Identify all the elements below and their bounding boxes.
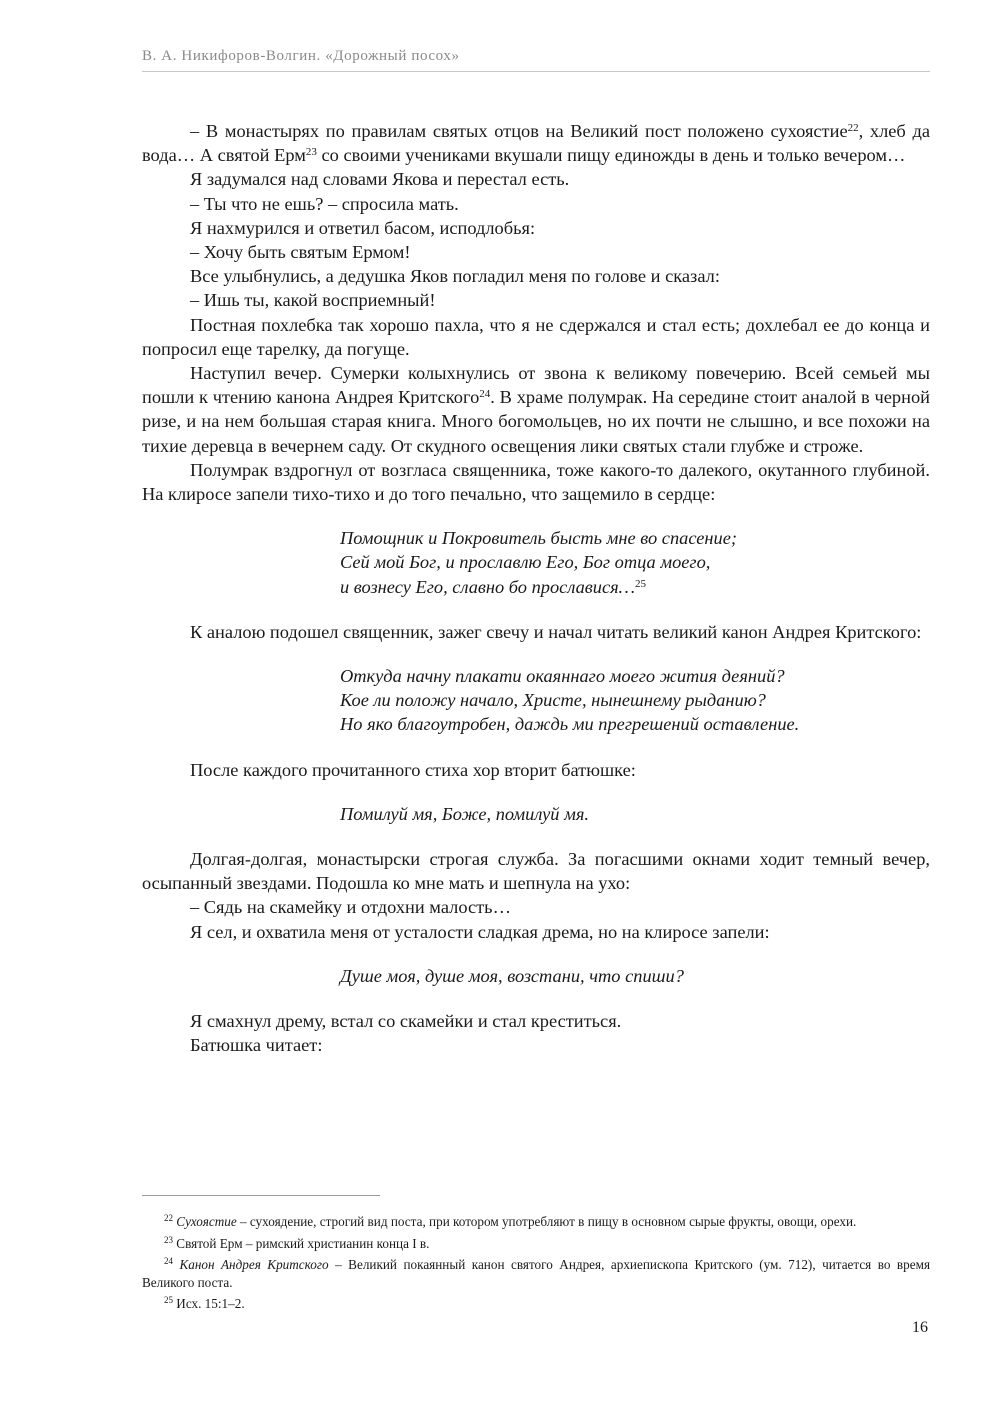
verse-line: Душе моя, душе моя, возстани, что спиши? [340,965,684,986]
paragraph: Я нахмурился и ответил басом, исподлобья: [190,217,536,238]
paragraph: Я сел, и охватила меня от усталости сладкая дрема, но на клиросе запели: [190,921,770,942]
text: Наступил вечер. Сумерки колыхнулись от звона к великому повечерию. Всей семьей мы пошли к чтению канона Андрея Критского [142,363,930,408]
paragraph: Все улыбнулись, а дедушка Яков погладил меня по голове и сказал: [190,266,720,287]
verse-line: Но яко благоутробен, даждь ми прегрешений оставление. [340,714,800,735]
paragraph: Батюшка читает: [190,1035,323,1056]
footnote-ref[interactable]: 22 [847,122,859,134]
footnote [142,1256,930,1291]
footnote-text: Исх. 15:1–2. [176,1296,245,1311]
verse-line: Сей мой Бог, и прославлю Его, Бог отца моего, [340,552,711,573]
footnote-separator [142,1195,380,1196]
footnote-number: 24 [164,1256,173,1266]
paragraph: К аналою подошел священник, зажег свечу и начал читать великий канон Андрея Критского: [190,621,922,642]
footnote-term: Сухоястие [176,1214,237,1229]
footnote [142,1235,930,1253]
text: и вознесу Его, славно бо прославися… [340,576,636,597]
running-head: В. А. Никифоров-Волгин. «Дорожный посох» [142,48,460,64]
footnote-number: 25 [164,1295,173,1305]
verse-line: Помилуй мя, Боже, помилуй мя. [340,803,589,824]
verse-line: Помощник и Покровитель бысть мне во спасение; [340,528,738,549]
paragraph: После каждого прочитанного стиха хор вторит батюшке: [190,759,636,780]
footnote-text: – Великий покаянный канон святого Андрея, архиепископа Критского (ум. 712), читается во время Великого поста. [142,1257,931,1290]
paragraph: – Ты что не ешь? – спросила мать. [190,193,459,214]
footnotes [142,1213,930,1317]
paragraph: Я смахнул дрему, встал со скамейки и стал креститься. [190,1011,622,1032]
paragraph [142,361,930,458]
footnote-number: 23 [164,1234,173,1245]
header-rule [142,71,930,72]
paragraph: – Хочу быть святым Ермом! [190,242,411,263]
verse-block [340,964,930,988]
verse-line: Кое ли положу начало, Христе, нынешнему рыданию? [340,690,766,711]
footnote-text: – сухоядение, строгий вид поста, при котором употребляют в пищу в основном сырые фрукты, овощи, орехи. [236,1214,857,1229]
footnote [142,1213,930,1231]
text: , хлеб да вода… А святой Ерм [142,121,930,166]
paragraph: – Сядь на скамейку и отдохни малость… [190,897,511,918]
footnote-number: 22 [164,1213,173,1223]
footnote-ref[interactable]: 23 [305,146,317,159]
text: со своими учениками вкушали пищу единожды в день и только вечером… [316,145,906,166]
paragraph: Полумрак вздрогнул от возгласа священника, тоже какого-то далекого, окутанного глубиной. На клиросе запели тихо-тихо и до того печально, что защемило в сердце: [142,459,930,505]
footnote-term: Канон Андрея Критского [179,1257,329,1272]
footnote-ref[interactable]: 25 [635,577,647,590]
footnote-ref[interactable]: 24 [479,388,491,401]
verse-block [340,526,930,599]
footnote [142,1295,930,1313]
paragraph: Я задумался над словами Якова и перестал есть. [190,169,570,190]
text: – В монастырях по правилам святых отцов на Великий пост положено сухоястие [190,121,848,141]
paragraph: Постная похлебка так хорошо пахла, что я не сдержался и стал есть; дохлебал ее до конца и попросил еще тарелку, да погуще. [142,314,930,359]
verse-block [340,664,930,737]
verse-line: Откуда начну плакати окаяннаго моего жития деяний? [340,666,785,687]
verse-block [340,802,930,826]
footnote-text: Святой Ерм – римский христианин конца I в. [176,1235,430,1251]
verse-line [340,575,930,599]
paragraph [142,119,930,167]
main-text [142,119,930,1058]
text: . В храме полумрак. На середине стоит аналой в черной ризе, и на нем большая старая книга. Много богомольцев, но их почти не слышно, и все похожи на тихие деревца в вечернем саду. От скудного освещения лики святых стали глубже и строже. [142,387,931,456]
page-number: 16 [912,1319,928,1336]
paragraph: – Ишь ты, какой восприемный! [190,290,436,311]
paragraph: Долгая-долгая, монастырски строгая служба. За погасшими окнами ходит темный вечер, осыпанный звездами. Подошла ко мне мать и шепнула на ухо: [142,849,930,894]
